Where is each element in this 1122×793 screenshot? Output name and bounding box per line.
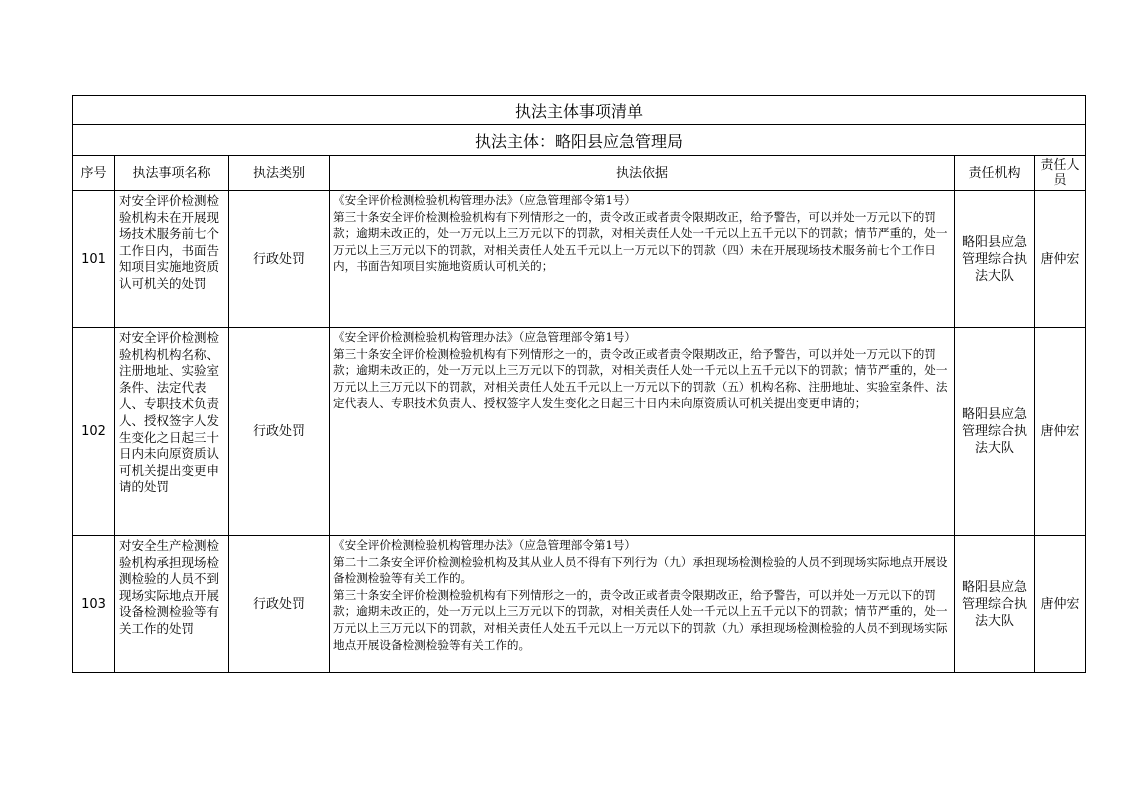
row-person: 唐仲宏: [1035, 328, 1086, 536]
row-person: 唐仲宏: [1035, 536, 1086, 673]
row-agency: 略阳县应急管理综合执法大队: [955, 191, 1035, 328]
header-agency: 责任机构: [955, 156, 1035, 191]
row-person: 唐仲宏: [1035, 191, 1086, 328]
row-category: 行政处罚: [229, 536, 330, 673]
basis-line: 《安全评价检测检验机构管理办法》（应急管理部令第1号）: [333, 538, 637, 552]
table-row: [73, 191, 1086, 328]
row-agency: 略阳县应急管理综合执法大队: [955, 536, 1035, 673]
row-seq: 103: [73, 536, 115, 673]
enforcement-items-table: [72, 95, 1086, 673]
header-person: 责任人员: [1035, 156, 1086, 191]
row-seq: 102: [73, 328, 115, 536]
basis-line: 第三十条安全评价检测检验机构有下列情形之一的，责令改正或者责令限期改正，给予警告，可以并处一万元以下的罚款；逾期未改正的，处一万元以上三万元以下的罚款，对相关责任人处一千元以上五千元以下的罚款；情节严重的，处一万元以上三万元以下的罚款，对相关责任人处五千元以上一万元以下的罚款（五）机构名称、注册地址、实验室条件、法定代表人、专职技术负责人、授权签字人发生变化之日起三十日内未向原资质认可机关提出变更申请的；: [333, 346, 948, 411]
basis-line: 第二十二条安全评价检测检验机构及其从业人员不得有下列行为（九）承担现场检测检验的人员不到现场实际地点开展设备检测检验等有关工作的。: [333, 554, 948, 586]
row-category: 行政处罚: [229, 191, 330, 328]
header-name: 执法事项名称: [115, 156, 229, 191]
row-seq: 101: [73, 191, 115, 328]
basis-line: 《安全评价检测检验机构管理办法》（应急管理部令第1号）: [333, 193, 637, 207]
basis-line: 第三十条安全评价检测检验机构有下列情形之一的，责令改正或者责令限期改正，给予警告，可以并处一万元以下的罚款；逾期未改正的，处一万元以上三万元以下的罚款，对相关责任人处一千元以上五千元以下的罚款；情节严重的，处一万元以上三万元以下的罚款，对相关责任人处五千元以上一万元以下的罚款（九）承担现场检测检验的人员不到现场实际地点开展设备检测检验等有关工作的。: [333, 587, 948, 652]
table-row: [73, 328, 1086, 536]
row-basis: [330, 328, 955, 536]
header-category: 执法类别: [229, 156, 330, 191]
row-agency: 略阳县应急管理综合执法大队: [955, 328, 1035, 536]
basis-line: 第三十条安全评价检测检验机构有下列情形之一的，责令改正或者责令限期改正，给予警告，可以并处一万元以下的罚款；逾期未改正的，处一万元以上三万元以下的罚款，对相关责任人处一千元以上五千元以下的罚款；情节严重的，处一万元以上三万元以下的罚款，对相关责任人处五千元以上一万元以下的罚款（四）未在开展现场技术服务前七个工作日内，书面告知项目实施地资质认可机关的；: [333, 209, 948, 274]
header-basis: 执法依据: [330, 156, 955, 191]
table-row: [73, 536, 1086, 673]
enforcement-subject: 执法主体：略阳县应急管理局: [73, 125, 1086, 156]
header-seq: 序号: [73, 156, 115, 191]
basis-line: 《安全评价检测检验机构管理办法》（应急管理部令第1号）: [333, 330, 637, 344]
row-category: 行政处罚: [229, 328, 330, 536]
row-basis: [330, 536, 955, 673]
document-title: 执法主体事项清单: [73, 96, 1086, 125]
row-basis: [330, 191, 955, 328]
row-item-name: 对安全评价检测检验机构未在开展现场技术服务前七个工作日内，书面告知项目实施地资质认可机关的处罚: [115, 191, 229, 328]
row-item-name: 对安全生产检测检验机构承担现场检测检验的人员不到现场实际地点开展设备检测检验等有关工作的处罚: [115, 536, 229, 673]
header-row: [73, 156, 1086, 191]
row-item-name: 对安全评价检测检验机构机构名称、注册地址、实验室条件、法定代表人、专职技术负责人、授权签字人发生变化之日起三十日内未向原资质认可机关提出变更申请的处罚: [115, 328, 229, 536]
